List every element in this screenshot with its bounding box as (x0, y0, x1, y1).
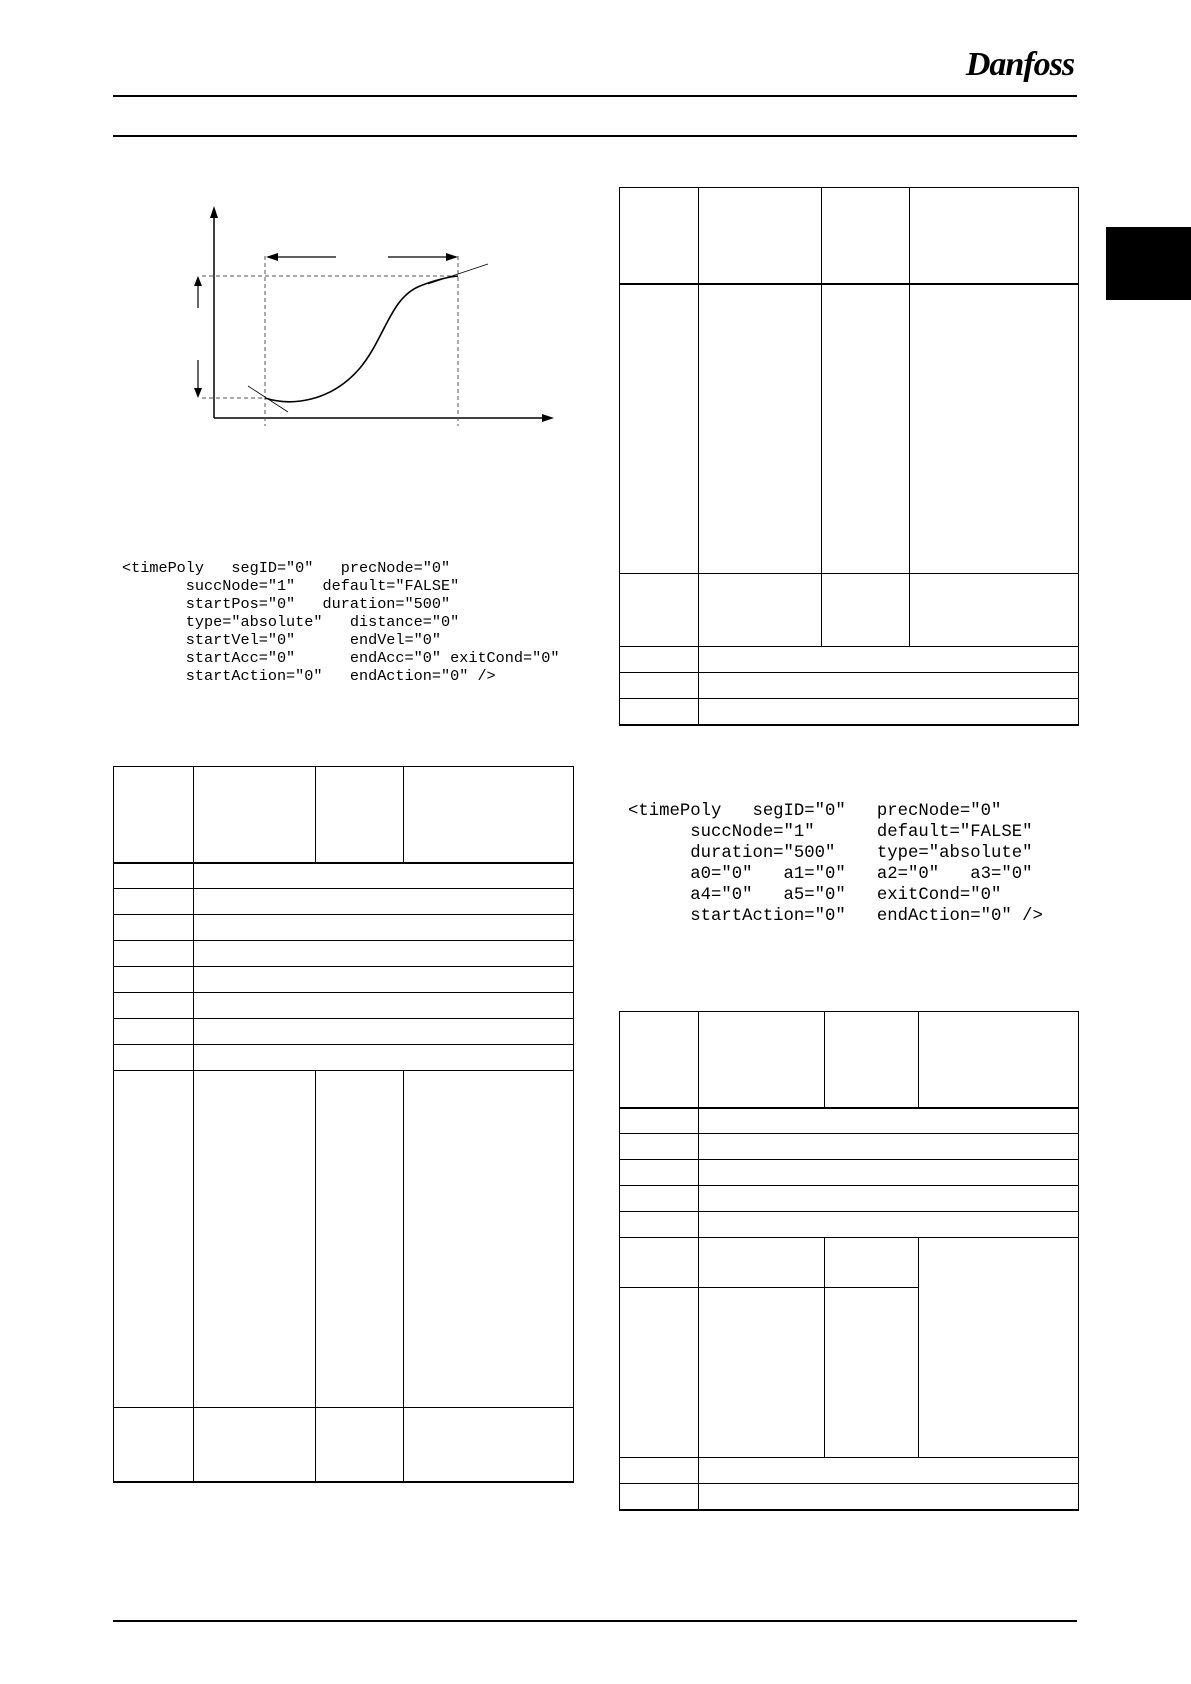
table-cell (620, 284, 699, 574)
table-cell (699, 1484, 1079, 1510)
table-row (114, 889, 574, 915)
duration-arrowhead-right (446, 253, 458, 261)
code-line: duration="500" type="absolute" (628, 844, 1033, 863)
table-cell (620, 1012, 699, 1108)
table-cell (194, 863, 574, 889)
table-row (620, 574, 1079, 647)
code-line: startPos="0" duration="500" (122, 595, 451, 613)
table-row (114, 1045, 574, 1071)
table-cell (114, 863, 194, 889)
footer-rule (113, 1620, 1077, 1622)
table-row (620, 1108, 1079, 1134)
timepoly-code-example-1 (122, 559, 559, 685)
code-line: succNode="1" default="FALSE" (628, 823, 1033, 842)
parameter-table-right-bottom (619, 1011, 1079, 1511)
table-cell (114, 1408, 194, 1482)
table-cell (114, 941, 194, 967)
table-cell (114, 993, 194, 1019)
header-rule-bottom (113, 135, 1077, 137)
table-cell (620, 1458, 699, 1484)
table-cell (194, 915, 574, 941)
table-cell (699, 673, 1079, 699)
table-cell (114, 1071, 194, 1408)
table-cell (699, 1212, 1079, 1238)
table-row (620, 1484, 1079, 1510)
table-cell (194, 967, 574, 993)
y-axis-arrowhead (210, 206, 218, 218)
table-cell (910, 188, 1079, 284)
table-cell (910, 284, 1079, 574)
table-cell (620, 647, 699, 673)
table-header-row (620, 1012, 1079, 1108)
table-cell (194, 941, 574, 967)
table-cell (114, 915, 194, 941)
code-line: startAction="0" endAction="0" /> (628, 907, 1043, 926)
table-cell (699, 1012, 825, 1108)
table-cell (194, 1019, 574, 1045)
table-cell (699, 284, 822, 574)
code-line: <timePoly segID="0" precNode="0" (628, 802, 1002, 821)
table-cell (699, 647, 1079, 673)
table-cell (194, 767, 316, 863)
table-cell (114, 1019, 194, 1045)
code-line: a0="0" a1="0" a2="0" a3="0" (628, 865, 1033, 884)
table-row (620, 1160, 1079, 1186)
code-line: succNode="1" default="FALSE" (122, 577, 460, 595)
table-cell (699, 574, 822, 647)
table-cell (114, 767, 194, 863)
table-cell (194, 1045, 574, 1071)
code-line: a4="0" a5="0" exitCond="0" (628, 886, 1002, 905)
table-cell (194, 1071, 316, 1408)
table-cell (114, 967, 194, 993)
timepoly-code-example-2 (628, 801, 1043, 927)
table-cell (919, 1012, 1079, 1108)
code-line: type="absolute" distance="0" (122, 613, 460, 631)
table-cell (620, 1134, 699, 1160)
table-cell (404, 767, 574, 863)
table-cell (620, 699, 699, 725)
code-line: startAction="0" endAction="0" /> (122, 667, 496, 685)
position-curve-diagram (190, 198, 560, 438)
distance-arrowhead-lower (194, 388, 202, 398)
parameter-table-left (113, 766, 574, 1483)
table-cell (699, 1458, 1079, 1484)
table-cell (194, 889, 574, 915)
table-row (620, 284, 1079, 574)
table-cell (699, 1134, 1079, 1160)
table-cell (699, 188, 822, 284)
table-row (114, 1408, 574, 1482)
table-cell (114, 1045, 194, 1071)
table-cell (822, 284, 910, 574)
table-header-row (620, 188, 1079, 284)
table-row (620, 1134, 1079, 1160)
position-s-curve (265, 276, 458, 402)
table-cell (404, 1071, 574, 1408)
table-cell (699, 1186, 1079, 1212)
table-cell (404, 1408, 574, 1482)
table-cell (316, 767, 404, 863)
table-row (114, 1019, 574, 1045)
table-cell (194, 993, 574, 1019)
table-row (620, 1186, 1079, 1212)
table-cell (316, 1071, 404, 1408)
table-cell (620, 1238, 699, 1288)
table-row (114, 993, 574, 1019)
table-row (620, 1458, 1079, 1484)
table-cell (825, 1288, 919, 1458)
table-cell (919, 1238, 1079, 1458)
code-line: startAcc="0" endAcc="0" exitCond="0" (122, 649, 560, 667)
table-cell (699, 1238, 825, 1288)
code-line: <timePoly segID="0" precNode="0" (122, 559, 451, 577)
table-row (620, 647, 1079, 673)
table-header-row (114, 767, 574, 863)
table-cell (699, 1288, 825, 1458)
table-cell (699, 1160, 1079, 1186)
table-cell (620, 1288, 699, 1458)
x-axis-arrowhead (542, 414, 554, 422)
table-row (114, 1071, 574, 1408)
table-cell (699, 1108, 1079, 1134)
table-cell (620, 1484, 699, 1510)
position-curve-figure (190, 198, 560, 438)
distance-arrowhead-upper (194, 276, 202, 286)
table-cell (620, 1186, 699, 1212)
table-cell (620, 673, 699, 699)
header-rule-top (113, 95, 1077, 97)
table-row (620, 1238, 1079, 1288)
table-cell (114, 889, 194, 915)
table-row (620, 1212, 1079, 1238)
table-cell (825, 1238, 919, 1288)
table-cell (620, 1212, 699, 1238)
parameter-table-right-top (619, 187, 1079, 726)
table-cell (194, 1408, 316, 1482)
table-cell (699, 699, 1079, 725)
table-cell (620, 574, 699, 647)
table-row (114, 941, 574, 967)
table-cell (825, 1012, 919, 1108)
duration-arrowhead-left (266, 253, 278, 261)
table-cell (620, 1160, 699, 1186)
danfoss-logo: Danfoss (965, 46, 1075, 83)
table-cell (620, 188, 699, 284)
table-row (114, 863, 574, 889)
table-cell (620, 1108, 699, 1134)
table-cell (822, 188, 910, 284)
table-cell (910, 574, 1079, 647)
code-line: startVel="0" endVel="0" (122, 631, 441, 649)
chapter-tab (1106, 227, 1191, 300)
table-cell (316, 1408, 404, 1482)
table-row (620, 673, 1079, 699)
table-row (114, 967, 574, 993)
table-cell (822, 574, 910, 647)
table-row (114, 915, 574, 941)
table-row (620, 699, 1079, 725)
